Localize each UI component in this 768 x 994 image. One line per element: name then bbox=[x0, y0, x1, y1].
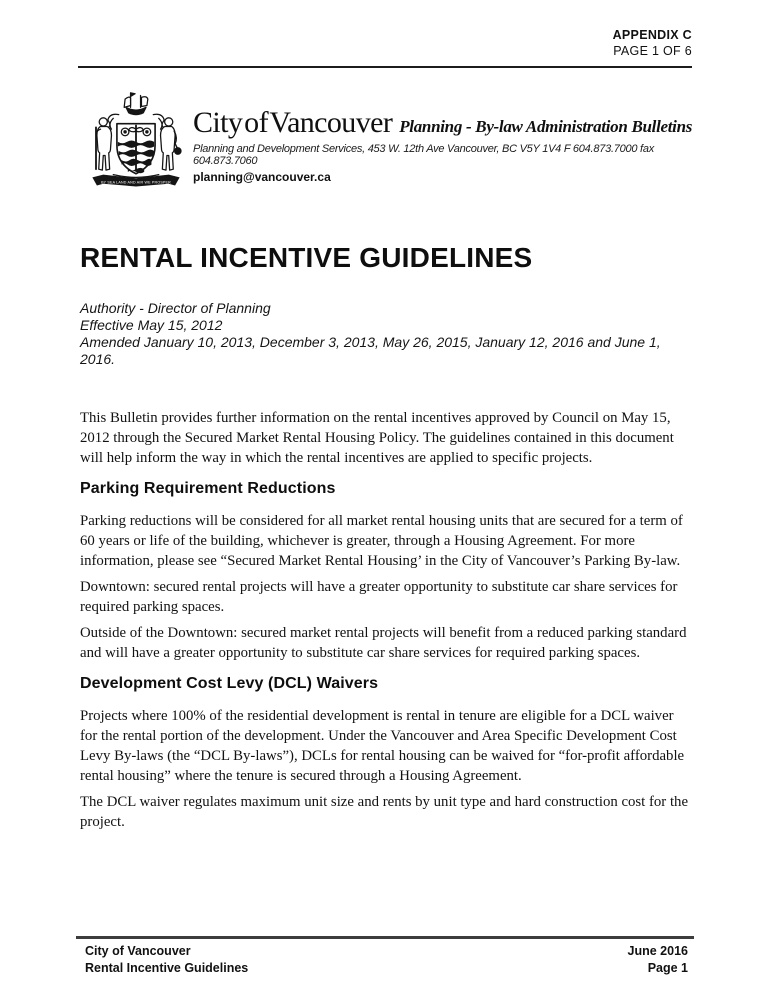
paragraph-dcl-2: The DCL waiver regulates maximum unit size and rents by unit type and hard construction cost for the project. bbox=[80, 794, 689, 830]
meta-authority: Authority - Director of Planning bbox=[80, 300, 271, 316]
document-title: RENTAL INCENTIVE GUIDELINES bbox=[80, 242, 533, 273]
appendix-header bbox=[80, 0, 692, 59]
paragraph-parking-downtown: Downtown: secured rental projects will have a greater opportunity to substitute car share services for required parking spaces. bbox=[80, 579, 678, 615]
footer-date: June 2016 bbox=[627, 944, 688, 958]
section-heading-parking: Parking Requirement Reductions bbox=[80, 480, 336, 497]
footer-page-number: Page 1 bbox=[647, 960, 688, 975]
paragraph-parking-1: Parking reductions will be considered for all market rental housing units that are secured for a term of 60 years or life of the building, whichever is greater, through a Housing Agreement. For more information, please see “Secured Market Rental Housing’ in the City of Vancouver’s Parking By-law. bbox=[80, 513, 683, 569]
header-divider bbox=[78, 66, 692, 68]
org-address: Planning and Development Services, 453 W. 12th Ave Vancouver, BC V5Y 1V4 F 604.873.7000 fax 604.873.7060 bbox=[193, 143, 654, 167]
footer-divider bbox=[76, 936, 694, 939]
section-heading-dcl: Development Cost Levy (DCL) Waivers bbox=[80, 675, 379, 692]
org-tagline: Planning - By-law Administration Bulletins bbox=[399, 117, 693, 136]
letterhead bbox=[86, 89, 692, 193]
city-of-vancouver-coat-of-arms-logo bbox=[86, 89, 186, 193]
org-email: planning@vancouver.ca bbox=[193, 170, 331, 184]
footer-doc-title: Rental Incentive Guidelines bbox=[85, 960, 249, 975]
footer-right bbox=[628, 943, 688, 976]
footer-left bbox=[85, 943, 248, 976]
meta-amended: Amended January 10, 2013, December 3, 2013, May 26, 2015, January 12, 2016 and June 1, 2016. bbox=[80, 334, 661, 367]
paragraph-parking-outside: Outside of the Downtown: secured market rental projects will benefit from a reduced parking standard and will have a greater opportunity to substitute car share services for required parking spaces. bbox=[80, 625, 687, 661]
document-meta bbox=[80, 300, 692, 368]
appendix-label: APPENDIX C bbox=[612, 28, 692, 42]
svg-text:BY SEA LAND AND AIR WE PROSPER: BY SEA LAND AND AIR WE PROSPER bbox=[101, 180, 171, 185]
footer-org: City of Vancouver bbox=[85, 944, 191, 958]
paragraph-dcl-1: Projects where 100% of the residential development is rental in tenure are eligible for a DCL waiver for the rental portion of the development. Under the Vancouver and Area Specific Development Cost Levy By-laws (the “DCL By-laws”), DCLs for rental housing can be waived for “for-profit affordable rental housing” where the tenure is secured through a Housing Agreement. bbox=[80, 708, 685, 784]
meta-effective: Effective May 15, 2012 bbox=[80, 317, 223, 333]
letterhead-text bbox=[193, 89, 692, 184]
intro-paragraph: This Bulletin provides further information on the rental incentives approved by Council on May 15, 2012 through the Secured Market Rental Housing Policy. The guidelines contained in this document will help inform the way in which the rental incentives are applied to specific projects. bbox=[80, 410, 674, 466]
page-footer bbox=[76, 936, 694, 976]
org-name: City of Vancouver bbox=[193, 106, 393, 139]
page-of-label: PAGE 1 OF 6 bbox=[613, 44, 692, 58]
